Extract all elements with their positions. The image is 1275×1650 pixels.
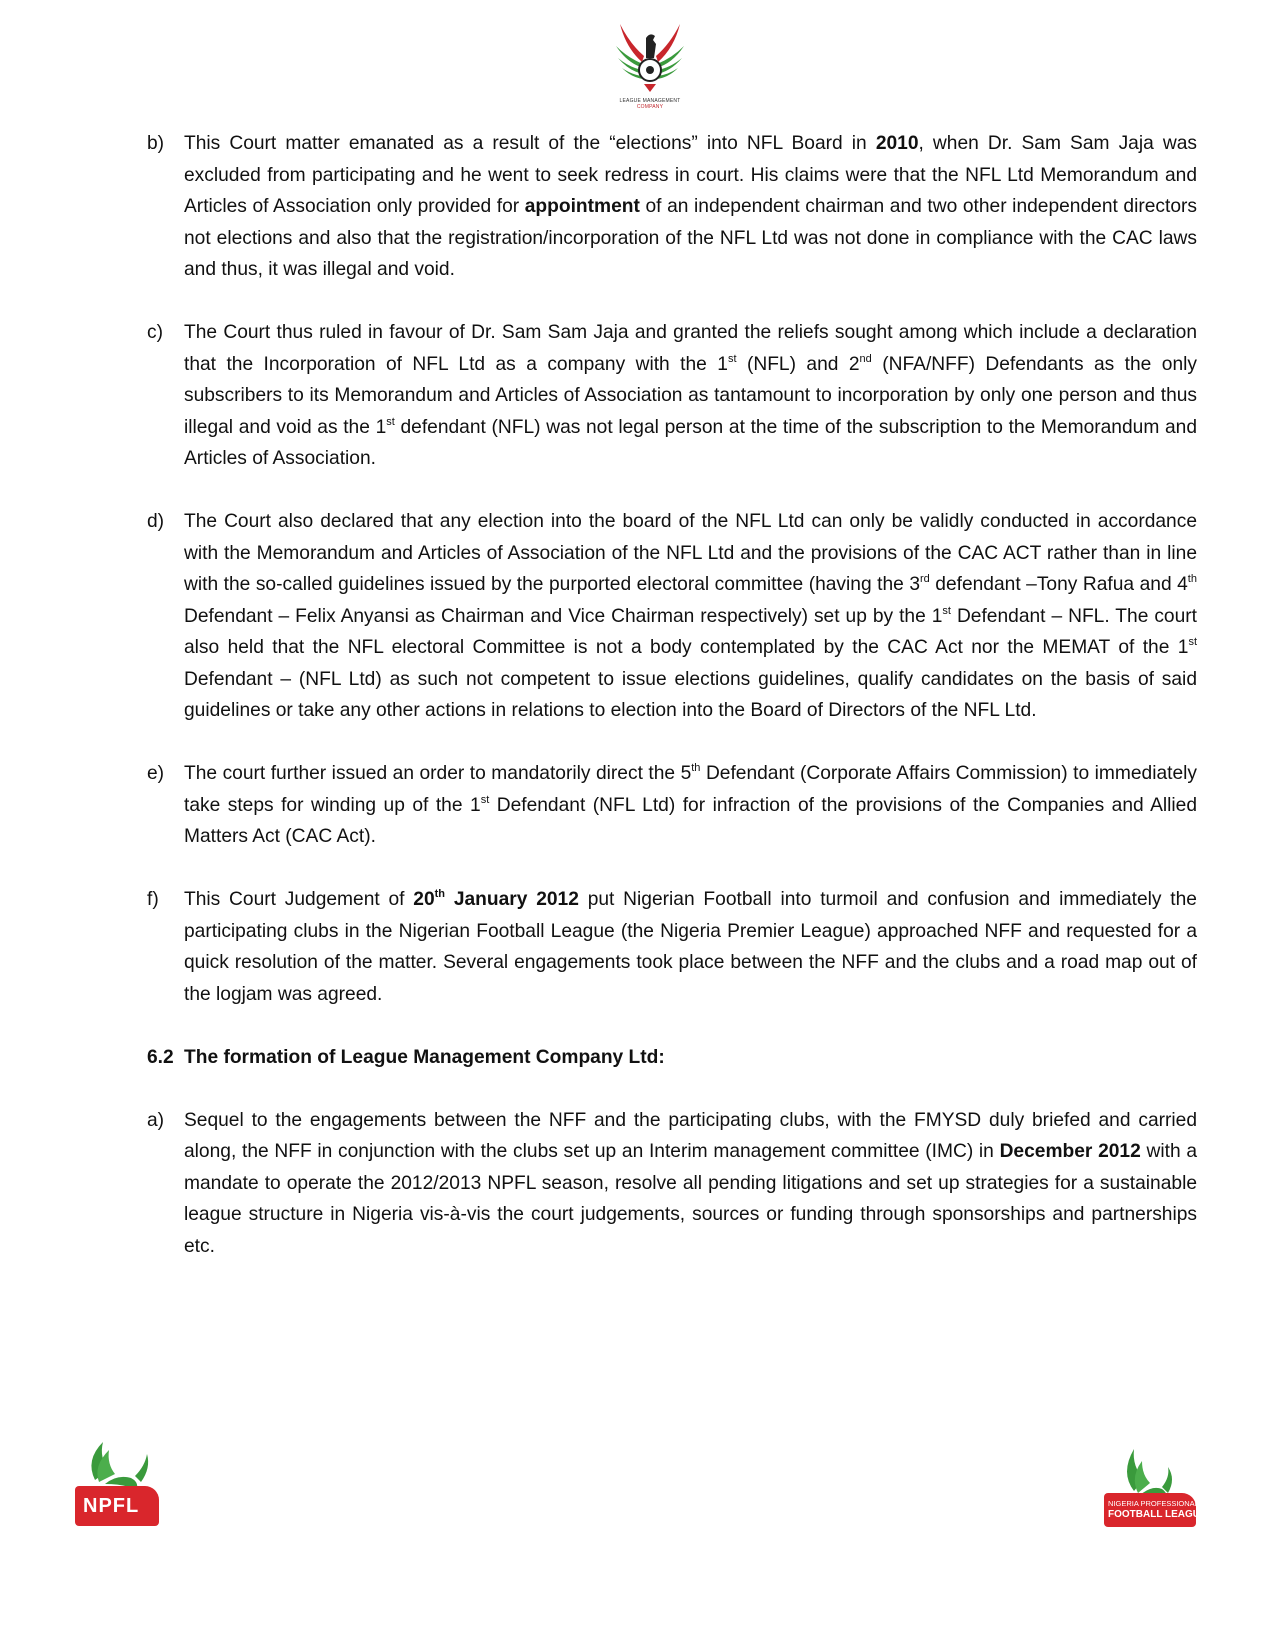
paragraph-text bbox=[184, 758, 1197, 853]
paragraph-text bbox=[184, 1105, 1197, 1263]
logo-text-line1: NIGERIA PROFESSIONAL bbox=[1108, 1499, 1199, 1508]
section-number: 6.2 bbox=[147, 1046, 174, 1068]
ordinal-suffix: st bbox=[386, 415, 395, 428]
bold-text: 2010 bbox=[875, 133, 919, 154]
ordinal-suffix: st bbox=[727, 352, 737, 365]
list-item bbox=[147, 317, 1197, 475]
list-item bbox=[147, 758, 1197, 853]
text-run: put Nigerian Football into turmoil and confusion and immediately the participating clubs in the Nigerian Football League (the Nigeria Premier League) approached NFF and requested for a quick resolution of the matter. Several engagements took place between the NFF and the clubs and a road map out of the logjam was agreed. bbox=[184, 889, 1197, 1005]
ordinal-suffix: th bbox=[691, 762, 701, 774]
ordinal-suffix: st bbox=[1188, 636, 1197, 648]
text-run: This Court matter emanated as a result of the “elections” into NFL Board in bbox=[184, 133, 876, 154]
section-6-2-list bbox=[147, 1105, 1197, 1263]
text-run: This Court Judgement of bbox=[184, 889, 414, 910]
text-run: (NFA/NFF) Defendants as the only subscribers to its Memorandum and Articles of Association as tantamount to incorporation by only one person and thus illegal and void as the 1 bbox=[184, 353, 1197, 438]
npfl-logo-left bbox=[75, 1440, 165, 1540]
text-run: The court further issued an order to mandatorily direct the 5 bbox=[184, 763, 692, 784]
text-run: Defendant – Felix Anyansi as Chairman and Vice Chairman respectively) set up by the 1 bbox=[184, 605, 943, 627]
text-run: Defendant (NFL Ltd) for infraction of the provisions of the Companies and Allied Matters Act (CAC Act). bbox=[184, 794, 1198, 847]
npfl-red-badge bbox=[75, 1486, 159, 1526]
document-body bbox=[147, 128, 1197, 1294]
text-run: Sequel to the engagements between the NFF and the participating clubs, with the FMYSD duly briefed and carried along, the NFF in conjunction with the clubs set up an Interim management committee (IMC) in bbox=[184, 1109, 1197, 1162]
logo-caption-line2: COMPANY bbox=[636, 104, 664, 110]
paragraph-text bbox=[184, 884, 1197, 1010]
list-item bbox=[147, 884, 1197, 1010]
npfl-red-badge bbox=[1104, 1493, 1207, 1527]
ordinal-suffix: th bbox=[434, 888, 446, 900]
eagle-football-logo-icon bbox=[612, 18, 688, 98]
text-run: The Court also declared that any election into the board of the NFL Ltd can only be validly conducted in accordance with the Memorandum and Articles of Association of the NFL Ltd and the provisions of the CAC ACT rather than in line with the so-called guidelines issued by the purported electoral committee (having the 3 bbox=[184, 511, 1197, 595]
ordinal-suffix: rd bbox=[920, 573, 930, 585]
ordinal-suffix: nd bbox=[859, 352, 872, 365]
section-title: The formation of League Management Company Ltd: bbox=[184, 1046, 665, 1068]
league-management-company-logo bbox=[612, 18, 688, 108]
ordinal-suffix: st bbox=[942, 604, 951, 617]
list-item bbox=[147, 506, 1197, 727]
list-marker: d) bbox=[147, 511, 165, 532]
bold-text: December 2012 bbox=[999, 1141, 1141, 1162]
paragraph-text bbox=[184, 128, 1197, 286]
paragraph-text bbox=[184, 506, 1197, 727]
ordinal-suffix: th bbox=[1187, 573, 1197, 585]
section-heading bbox=[147, 1042, 1197, 1074]
bold-text: January 2012 bbox=[445, 889, 579, 910]
list-item bbox=[147, 1105, 1197, 1263]
list-marker: b) bbox=[147, 133, 165, 154]
text-run: Defendant – NFL. The court also held that the NFL electoral Committee is not a body contemplated by the CAC Act nor the MEMAT of the 1 bbox=[184, 605, 1197, 658]
list-marker: a) bbox=[147, 1109, 165, 1131]
bold-text: appointment bbox=[524, 196, 640, 217]
section-6-1-list bbox=[147, 128, 1197, 1010]
list-item bbox=[147, 128, 1197, 286]
list-marker: f) bbox=[147, 889, 159, 910]
npfl-logo-right bbox=[1100, 1445, 1207, 1540]
paragraph-text bbox=[184, 317, 1197, 475]
text-run: defendant (NFL) was not legal person at the time of the subscription to the Memorandum and Articles of Association. bbox=[184, 416, 1197, 469]
text-run: of an independent chairman and two other independent directors not elections and also that the registration/incorporation of the NFL Ltd was not done in compliance with the CAC laws and thus, it was illegal and void. bbox=[184, 196, 1197, 280]
list-marker: e) bbox=[147, 763, 165, 784]
text-run: , when Dr. Sam Sam Jaja was excluded from participating and he went to seek redress in court. His claims were that the NFL Ltd Memorandum and Articles of Association only provided for bbox=[184, 133, 1197, 217]
bold-text: 20 bbox=[413, 889, 435, 910]
text-run: Defendant (Corporate Affairs Commission) to immediately take steps for winding up of the 1 bbox=[184, 763, 1197, 816]
ordinal-suffix: st bbox=[480, 793, 490, 806]
logo-text-line2: FOOTBALL LEAGUE bbox=[1108, 1509, 1207, 1520]
text-run: with a mandate to operate the 2012/2013 NPFL season, resolve all pending litigations and set up strategies for a sustainable league structure in Nigeria vis-à-vis the court judgements, sources or funding through sponsorships and partnerships etc. bbox=[184, 1141, 1198, 1257]
text-run: The Court thus ruled in favour of Dr. Sam Sam Jaja and granted the reliefs sought among which include a declaration that the Incorporation of NFL Ltd as a company with the 1 bbox=[184, 322, 1197, 375]
npfl-logo-text: NPFL bbox=[83, 1495, 140, 1517]
text-run: (NFL) and 2 bbox=[736, 353, 860, 375]
text-run: Defendant – (NFL Ltd) as such not competent to issue elections guidelines, qualify candidates on the basis of said guidelines or take any other actions in relations to election into the Board of Directors of the NFL Ltd. bbox=[184, 668, 1197, 721]
logo-caption-line1: LEAGUE MANAGEMENT bbox=[619, 98, 681, 104]
list-marker: c) bbox=[147, 322, 163, 343]
text-run: defendant –Tony Rafua and 4 bbox=[929, 574, 1188, 595]
